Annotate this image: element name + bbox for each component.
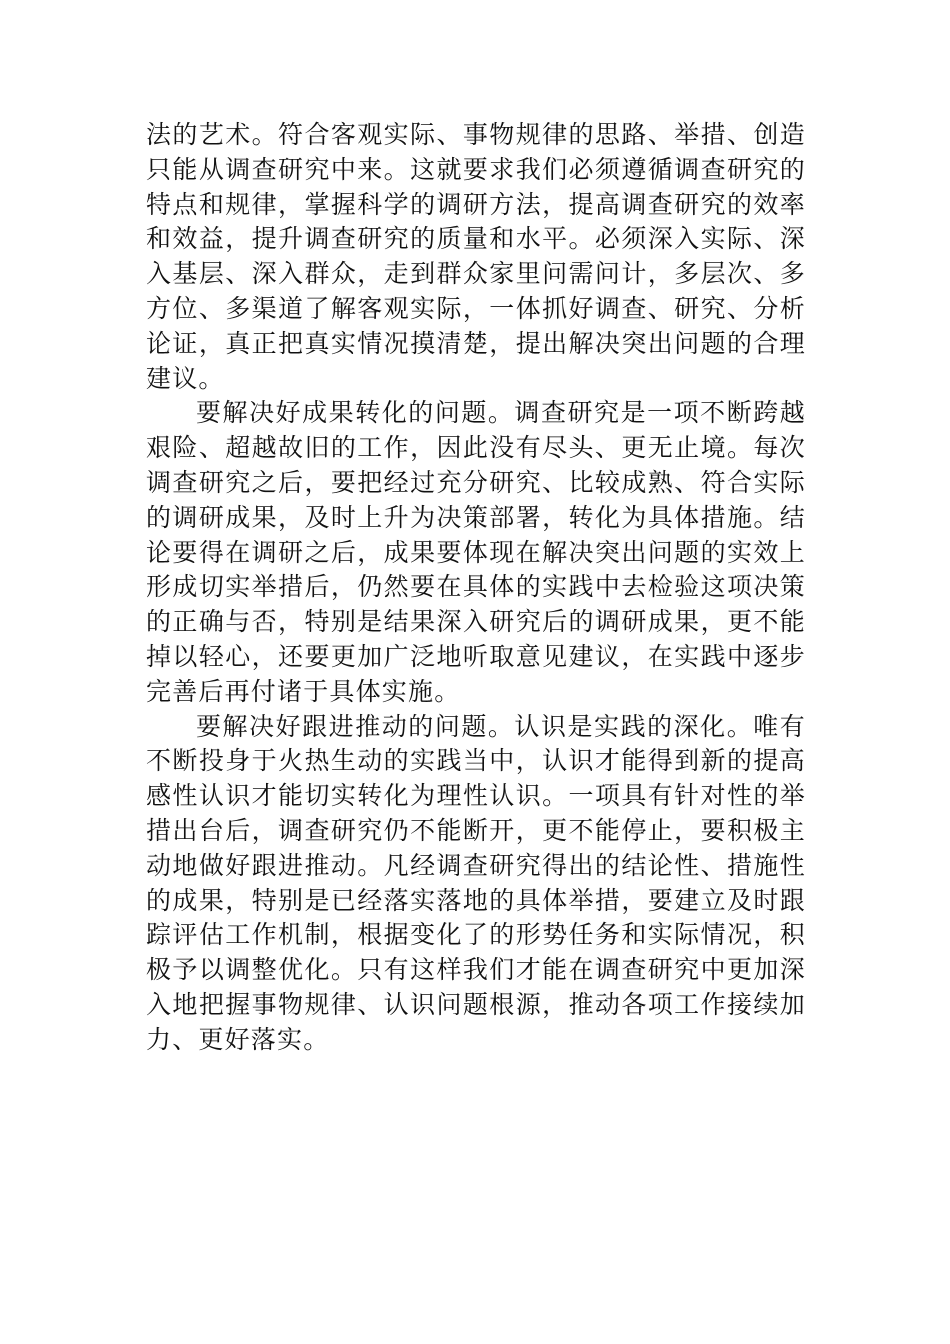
paragraph-follow-up-promotion: 要解决好跟进推动的问题。认识是实践的深化。唯有不断投身于火热生动的实践当中，认识才能得到新的提高感性认识才能切实转化为理性认识。一项具有针对性的举措出台后，调查研究仍不能断开，更不能停止，要积极主动地做好跟进推动。凡经调查研究得出的结论性、措施性的成果，特别是已经落实落地的具体举措，要建立及时跟踪评估工作机制，根据变化了的形势任务和实际情况，积极予以调整优化。只有这样我们才能在调查研究中更加深入地把握事物规律、认识问题根源，推动各项工作接续加力、更好落实。 bbox=[146, 711, 806, 1054]
paragraph-achievement-transformation: 要解决好成果转化的问题。调查研究是一项不断跨越艰险、超越故旧的工作，因此没有尽头、更无止境。每次调查研究之后，要把经过充分研究、比较成熟、符合实际的调研成果，及时上升为决策部署，转化为具体措施。结论要得在调研之后，成果要体现在解决突出问题的实效上形成切实举措后，仍然要在具体的实践中去检验这项决策的正确与否，特别是结果深入研究后的调研成果，更不能掉以轻心，还要更加广泛地听取意见建议，在实践中逐步完善后再付诸于具体实施。 bbox=[146, 398, 806, 706]
paragraph-continued: 法的艺术。符合客观实际、事物规律的思路、举措、创造只能从调查研究中来。这就要求我们必须遵循调查研究的特点和规律，掌握科学的调研方法，提高调查研究的效率和效益，提升调查研究的质量和水平。必须深入实际、深入基层、深入群众，走到群众家里问需问计，多层次、多方位、多渠道了解客观实际，一体抓好调查、研究、分析论证，真正把真实情况摸清楚，提出解决突出问题的合理建议。 bbox=[146, 120, 806, 393]
document-body bbox=[146, 118, 806, 1058]
